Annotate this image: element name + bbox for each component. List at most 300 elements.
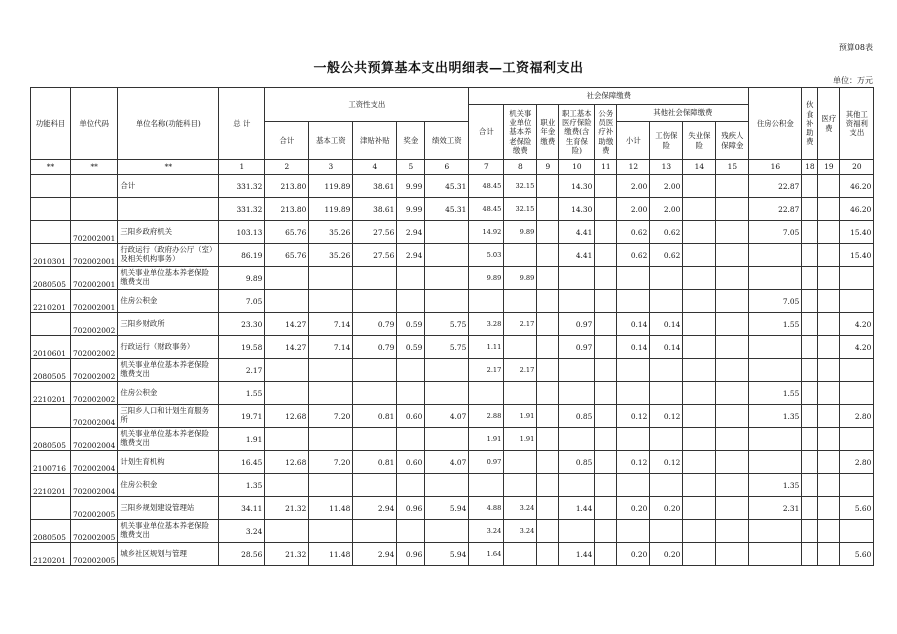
cell-amount <box>425 428 469 451</box>
cell-amount <box>683 290 716 313</box>
table-row <box>31 405 874 428</box>
cell-amount: 2.00 <box>617 175 650 198</box>
column-index-cell: 2 <box>265 160 309 175</box>
cell-amount <box>537 451 559 474</box>
cell-func-subject <box>31 405 71 428</box>
cell-amount <box>802 267 818 290</box>
cell-amount: 35.26 <box>309 244 353 267</box>
cell-amount: 4.07 <box>425 451 469 474</box>
header-injury-insurance: 工伤保险 <box>650 122 683 160</box>
cell-amount: 0.12 <box>617 405 650 428</box>
header-unit-code: 单位代码 <box>71 88 118 160</box>
cell-amount <box>749 336 802 359</box>
cell-amount: 3.24 <box>469 520 504 543</box>
cell-amount: 2.94 <box>353 497 397 520</box>
header-other-social-group: 其他社会保障缴费 <box>617 105 749 122</box>
cell-amount <box>802 543 818 566</box>
cell-unit-code: 702002004 <box>71 474 118 497</box>
cell-amount <box>469 474 504 497</box>
cell-amount: 22.87 <box>749 198 802 221</box>
cell-amount <box>818 474 840 497</box>
cell-amount <box>716 543 749 566</box>
cell-func-subject: 2210201 <box>31 290 71 313</box>
cell-amount: 9.89 <box>219 267 265 290</box>
cell-amount <box>716 290 749 313</box>
cell-amount: 4.41 <box>559 221 595 244</box>
cell-amount: 0.97 <box>469 451 504 474</box>
header-civil-medical: 公务员医疗补助缴费 <box>595 105 617 160</box>
cell-amount <box>683 474 716 497</box>
cell-amount <box>802 336 818 359</box>
cell-amount <box>309 474 353 497</box>
cell-amount <box>595 313 617 336</box>
cell-amount <box>425 474 469 497</box>
cell-amount: 2.80 <box>840 405 874 428</box>
column-index-cell: 12 <box>617 160 650 175</box>
table-row <box>31 313 874 336</box>
cell-amount <box>353 428 397 451</box>
column-index-cell: 20 <box>840 160 874 175</box>
header-allowance: 津贴补贴 <box>353 122 397 160</box>
cell-func-subject: 2010601 <box>31 336 71 359</box>
cell-amount: 7.14 <box>309 336 353 359</box>
cell-amount <box>716 175 749 198</box>
cell-amount: 12.68 <box>265 451 309 474</box>
cell-unit-code: 702002001 <box>71 267 118 290</box>
cell-amount: 22.87 <box>749 175 802 198</box>
cell-amount: 9.99 <box>397 175 425 198</box>
cell-amount <box>716 428 749 451</box>
column-index-cell: ** <box>31 160 71 175</box>
header-func-subject: 功能科目 <box>31 88 71 160</box>
cell-amount <box>818 382 840 405</box>
cell-amount <box>650 359 683 382</box>
header-social-group: 社会保障缴费 <box>469 88 749 105</box>
cell-amount: 1.91 <box>504 428 537 451</box>
cell-amount <box>309 290 353 313</box>
cell-amount: 19.58 <box>219 336 265 359</box>
cell-amount <box>265 359 309 382</box>
column-index-cell: 6 <box>425 160 469 175</box>
cell-func-subject <box>31 313 71 336</box>
cell-amount: 1.64 <box>469 543 504 566</box>
cell-unit-name: 机关事业单位基本养老保险缴费支出 <box>118 267 219 290</box>
cell-amount <box>818 520 840 543</box>
cell-amount <box>425 520 469 543</box>
cell-amount: 119.89 <box>309 198 353 221</box>
cell-amount: 0.85 <box>559 451 595 474</box>
cell-amount: 331.32 <box>219 175 265 198</box>
cell-amount: 9.89 <box>504 221 537 244</box>
cell-amount: 0.20 <box>617 543 650 566</box>
cell-amount <box>683 543 716 566</box>
cell-amount <box>595 543 617 566</box>
cell-amount: 65.76 <box>265 221 309 244</box>
cell-amount: 0.14 <box>617 313 650 336</box>
cell-amount <box>397 267 425 290</box>
cell-amount <box>749 451 802 474</box>
cell-func-subject: 2010301 <box>31 244 71 267</box>
cell-amount <box>595 221 617 244</box>
cell-unit-code: 702002002 <box>71 336 118 359</box>
header-performance-wage: 绩效工资 <box>425 122 469 160</box>
cell-amount <box>716 336 749 359</box>
column-index-cell: 5 <box>397 160 425 175</box>
cell-unit-code: 702002002 <box>71 313 118 336</box>
cell-unit-name: 三阳乡规划建设管理站 <box>118 497 219 520</box>
cell-amount <box>617 267 650 290</box>
cell-amount <box>716 451 749 474</box>
cell-amount <box>309 382 353 405</box>
cell-amount <box>840 267 874 290</box>
cell-amount: 0.20 <box>650 497 683 520</box>
cell-amount <box>353 359 397 382</box>
cell-amount: 0.81 <box>353 451 397 474</box>
cell-amount: 15.40 <box>840 221 874 244</box>
table-row <box>31 543 874 566</box>
table-row <box>31 359 874 382</box>
cell-amount: 9.89 <box>469 267 504 290</box>
cell-func-subject: 2080505 <box>31 428 71 451</box>
cell-amount: 2.00 <box>617 198 650 221</box>
cell-amount <box>840 359 874 382</box>
cell-amount: 0.14 <box>650 336 683 359</box>
cell-amount <box>683 198 716 221</box>
cell-amount: 27.56 <box>353 244 397 267</box>
cell-amount <box>683 313 716 336</box>
cell-amount <box>802 497 818 520</box>
cell-amount <box>397 428 425 451</box>
cell-amount <box>537 290 559 313</box>
cell-amount <box>749 267 802 290</box>
cell-amount: 9.99 <box>397 198 425 221</box>
cell-func-subject: 2080505 <box>31 359 71 382</box>
cell-func-subject <box>31 198 71 221</box>
cell-amount: 38.61 <box>353 175 397 198</box>
cell-amount <box>716 359 749 382</box>
cell-amount <box>559 520 595 543</box>
cell-amount: 0.14 <box>617 336 650 359</box>
cell-amount: 2.94 <box>353 543 397 566</box>
cell-amount <box>650 290 683 313</box>
cell-amount: 0.59 <box>397 313 425 336</box>
cell-amount: 2.17 <box>504 359 537 382</box>
cell-amount: 1.55 <box>219 382 265 405</box>
cell-amount <box>650 520 683 543</box>
cell-amount: 86.19 <box>219 244 265 267</box>
cell-amount: 7.05 <box>749 221 802 244</box>
cell-amount <box>537 405 559 428</box>
cell-amount <box>504 543 537 566</box>
cell-amount: 7.20 <box>309 451 353 474</box>
cell-amount <box>818 198 840 221</box>
cell-amount: 16.45 <box>219 451 265 474</box>
cell-amount <box>425 221 469 244</box>
cell-unit-code <box>71 175 118 198</box>
cell-amount <box>537 267 559 290</box>
cell-amount <box>716 474 749 497</box>
cell-amount <box>265 474 309 497</box>
cell-amount <box>559 382 595 405</box>
column-index-cell: 7 <box>469 160 504 175</box>
header-other-welfare: 其他工资福利支出 <box>840 88 874 160</box>
cell-amount: 7.05 <box>749 290 802 313</box>
cell-amount <box>818 451 840 474</box>
cell-amount: 5.75 <box>425 313 469 336</box>
table-row <box>31 290 874 313</box>
cell-amount: 14.27 <box>265 336 309 359</box>
cell-amount <box>504 244 537 267</box>
cell-amount: 1.91 <box>504 405 537 428</box>
cell-amount <box>802 313 818 336</box>
cell-amount <box>818 221 840 244</box>
cell-amount: 45.31 <box>425 198 469 221</box>
column-index-cell: 15 <box>716 160 749 175</box>
table-row <box>31 428 874 451</box>
cell-amount <box>595 175 617 198</box>
cell-amount <box>716 382 749 405</box>
cell-amount <box>559 359 595 382</box>
cell-amount: 2.94 <box>397 221 425 244</box>
cell-amount <box>716 244 749 267</box>
cell-amount <box>537 221 559 244</box>
cell-amount <box>802 382 818 405</box>
cell-amount: 213.80 <box>265 175 309 198</box>
cell-amount: 32.15 <box>504 198 537 221</box>
cell-amount <box>265 382 309 405</box>
cell-amount: 0.62 <box>617 244 650 267</box>
table-row <box>31 382 874 405</box>
column-index-cell: 16 <box>749 160 802 175</box>
column-index-cell: 19 <box>818 160 840 175</box>
cell-amount <box>397 382 425 405</box>
cell-amount: 5.03 <box>469 244 504 267</box>
cell-amount <box>683 428 716 451</box>
cell-amount <box>537 428 559 451</box>
cell-amount: 1.35 <box>749 405 802 428</box>
cell-amount <box>818 543 840 566</box>
column-index-cell: 11 <box>595 160 617 175</box>
page-title: 一般公共预算基本支出明细表—工资福利支出 <box>313 61 584 76</box>
cell-amount <box>504 290 537 313</box>
cell-amount: 34.11 <box>219 497 265 520</box>
cell-amount <box>617 520 650 543</box>
header-unit-name: 单位名称(功能科目) <box>118 88 219 160</box>
cell-amount <box>537 474 559 497</box>
cell-func-subject <box>31 497 71 520</box>
cell-unit-code: 702002005 <box>71 543 118 566</box>
cell-unit-name: 住房公积金 <box>118 290 219 313</box>
cell-amount <box>595 428 617 451</box>
cell-amount: 23.30 <box>219 313 265 336</box>
cell-amount <box>537 359 559 382</box>
cell-unit-name: 计划生育机构 <box>118 451 219 474</box>
cell-amount: 1.55 <box>749 382 802 405</box>
cell-amount <box>309 267 353 290</box>
cell-amount: 1.91 <box>469 428 504 451</box>
cell-amount <box>425 267 469 290</box>
header-unemployment-insurance: 失业保险 <box>683 122 716 160</box>
cell-amount: 1.91 <box>219 428 265 451</box>
column-index-cell: 13 <box>650 160 683 175</box>
cell-amount <box>683 451 716 474</box>
cell-amount <box>716 497 749 520</box>
cell-amount <box>749 244 802 267</box>
cell-amount <box>683 382 716 405</box>
cell-amount <box>469 382 504 405</box>
cell-unit-code: 702002002 <box>71 359 118 382</box>
form-number: 预算08表 <box>838 43 873 52</box>
column-index-cell: 9 <box>537 160 559 175</box>
cell-amount: 1.55 <box>749 313 802 336</box>
header-occupational-annuity: 职业年金缴费 <box>537 105 559 160</box>
cell-amount <box>353 382 397 405</box>
table-row <box>31 497 874 520</box>
cell-amount: 3.24 <box>219 520 265 543</box>
cell-unit-code: 702002001 <box>71 221 118 244</box>
cell-amount: 14.27 <box>265 313 309 336</box>
cell-amount <box>802 451 818 474</box>
cell-amount <box>425 244 469 267</box>
cell-amount <box>537 497 559 520</box>
cell-amount: 4.07 <box>425 405 469 428</box>
table-row <box>31 520 874 543</box>
cell-amount: 2.17 <box>219 359 265 382</box>
cell-amount: 0.97 <box>559 336 595 359</box>
cell-amount: 27.56 <box>353 221 397 244</box>
cell-func-subject: 2080505 <box>31 520 71 543</box>
cell-amount <box>559 428 595 451</box>
cell-amount <box>818 244 840 267</box>
cell-amount <box>749 543 802 566</box>
column-index-cell: 18 <box>802 160 818 175</box>
table-row <box>31 474 874 497</box>
cell-amount <box>818 290 840 313</box>
cell-unit-name: 行政运行（政府办公厅（室）及相关机构事务） <box>118 244 219 267</box>
cell-amount <box>683 175 716 198</box>
header-basic-wage: 基本工资 <box>309 122 353 160</box>
cell-amount: 5.75 <box>425 336 469 359</box>
cell-amount <box>840 290 874 313</box>
cell-amount: 331.32 <box>219 198 265 221</box>
table-row <box>31 221 874 244</box>
cell-amount <box>716 221 749 244</box>
header-meal-subsidy: 伙食补助费 <box>802 88 818 160</box>
cell-amount <box>537 313 559 336</box>
cell-amount: 2.17 <box>469 359 504 382</box>
cell-amount: 119.89 <box>309 175 353 198</box>
cell-func-subject: 2120201 <box>31 543 71 566</box>
cell-amount <box>818 497 840 520</box>
cell-amount: 0.60 <box>397 451 425 474</box>
cell-amount <box>397 474 425 497</box>
cell-amount: 5.94 <box>425 543 469 566</box>
cell-amount: 14.30 <box>559 175 595 198</box>
cell-amount <box>617 290 650 313</box>
cell-amount <box>683 267 716 290</box>
cell-amount <box>650 382 683 405</box>
table-row <box>31 451 874 474</box>
column-index-cell: 8 <box>504 160 537 175</box>
cell-amount <box>716 198 749 221</box>
cell-amount <box>749 428 802 451</box>
cell-amount <box>537 244 559 267</box>
cell-amount: 15.40 <box>840 244 874 267</box>
cell-amount: 9.89 <box>504 267 537 290</box>
cell-unit-name: 机关事业单位基本养老保险缴费支出 <box>118 359 219 382</box>
cell-amount: 2.00 <box>650 175 683 198</box>
cell-amount: 45.31 <box>425 175 469 198</box>
header-medical-insurance: 职工基本医疗保险缴费(含生育保险) <box>559 105 595 160</box>
column-index-cell: ** <box>71 160 118 175</box>
cell-amount: 0.96 <box>397 497 425 520</box>
cell-amount: 1.44 <box>559 543 595 566</box>
cell-amount: 65.76 <box>265 244 309 267</box>
cell-amount <box>595 198 617 221</box>
cell-amount <box>802 290 818 313</box>
cell-amount <box>595 451 617 474</box>
cell-amount <box>716 405 749 428</box>
cell-amount: 1.35 <box>219 474 265 497</box>
cell-amount <box>595 520 617 543</box>
cell-amount: 32.15 <box>504 175 537 198</box>
cell-amount: 4.41 <box>559 244 595 267</box>
cell-amount: 11.48 <box>309 497 353 520</box>
cell-amount <box>595 382 617 405</box>
cell-amount <box>818 428 840 451</box>
column-index-cell: 1 <box>219 160 265 175</box>
cell-func-subject: 2210201 <box>31 382 71 405</box>
cell-amount <box>802 221 818 244</box>
cell-amount <box>353 267 397 290</box>
cell-amount <box>683 244 716 267</box>
cell-amount <box>265 520 309 543</box>
cell-amount: 213.80 <box>265 198 309 221</box>
cell-amount <box>537 336 559 359</box>
cell-amount <box>617 474 650 497</box>
cell-amount <box>425 359 469 382</box>
header-wage-group: 工资性支出 <box>265 88 469 122</box>
cell-amount: 7.14 <box>309 313 353 336</box>
cell-amount <box>716 520 749 543</box>
cell-amount <box>802 198 818 221</box>
cell-amount: 4.88 <box>469 497 504 520</box>
cell-amount <box>716 267 749 290</box>
header-medical-fee: 医疗费 <box>818 88 840 160</box>
cell-amount <box>818 336 840 359</box>
cell-amount <box>683 336 716 359</box>
cell-amount <box>595 474 617 497</box>
column-index-cell: 3 <box>309 160 353 175</box>
cell-amount: 4.20 <box>840 336 874 359</box>
cell-amount <box>265 428 309 451</box>
cell-amount: 0.20 <box>650 543 683 566</box>
cell-amount: 19.71 <box>219 405 265 428</box>
header-pension: 机关事业单位基本养老保险缴费 <box>504 105 537 160</box>
cell-amount <box>469 290 504 313</box>
cell-unit-code: 702002001 <box>71 244 118 267</box>
cell-amount <box>683 405 716 428</box>
cell-amount: 48.45 <box>469 175 504 198</box>
cell-amount <box>818 359 840 382</box>
cell-amount <box>265 290 309 313</box>
cell-unit-code: 702002004 <box>71 451 118 474</box>
cell-amount <box>504 451 537 474</box>
cell-func-subject: 2210201 <box>31 474 71 497</box>
cell-amount <box>617 428 650 451</box>
cell-amount <box>818 405 840 428</box>
cell-amount <box>802 474 818 497</box>
